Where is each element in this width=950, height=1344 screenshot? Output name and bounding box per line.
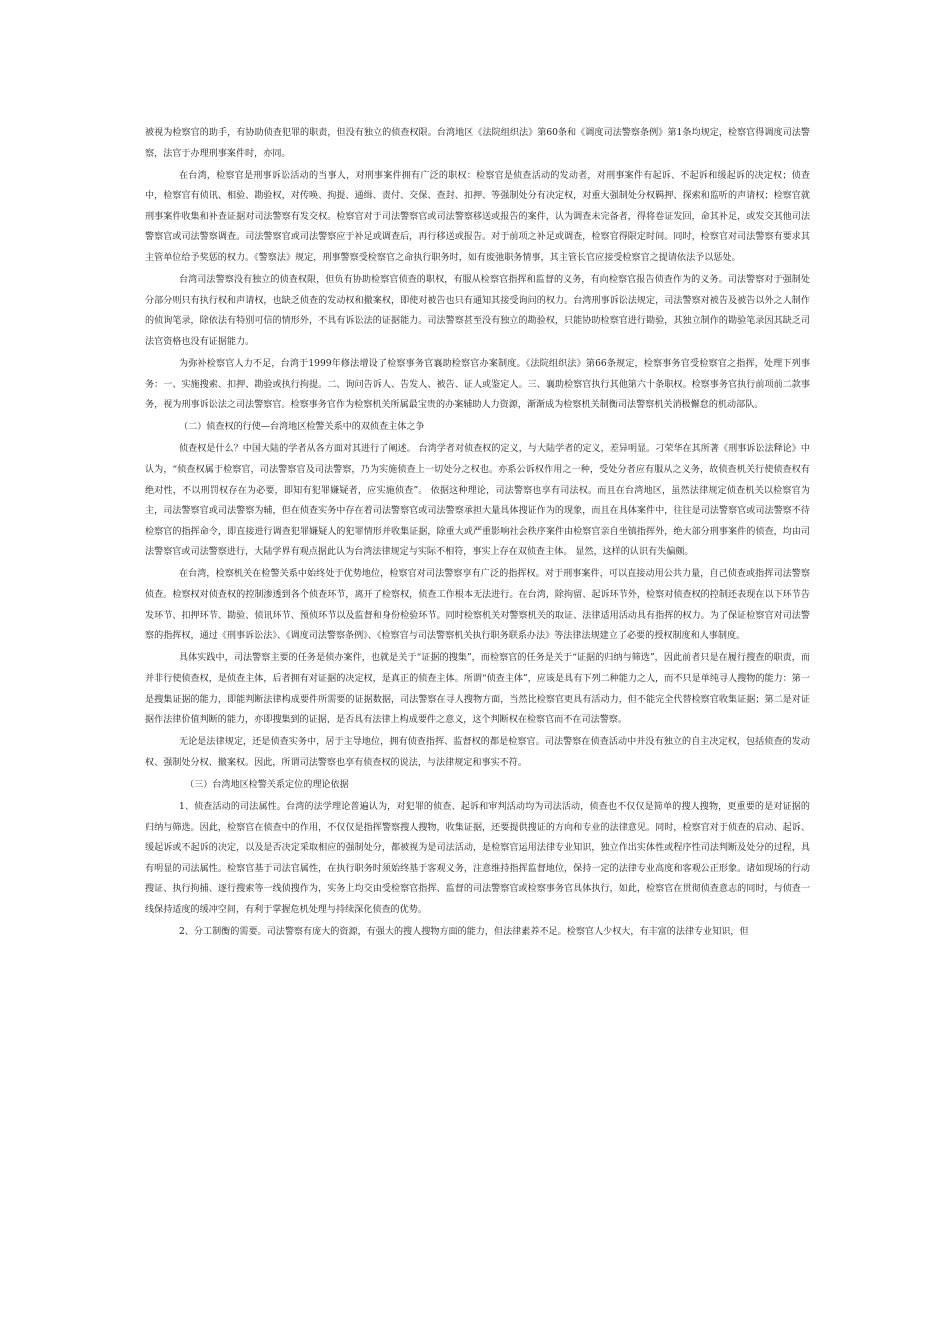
paragraph-12: 2、分工制衡的需要。司法警察有庞大的资源，有强大的搜人搜物方面的能力，但法律素养不足。检察官人少权大，有丰富的法律专业知识，但 [179,927,749,938]
paragraph-4: 为弥补检察官人力不足，台湾于1999年修法增设了检察事务官襄助检察官办案制度。《法院组织法》第66条规定，检察事务官受检察官之指挥，处理下列事务：一、实施搜索、扣押、勘验或执行拘提。二、询问告诉人、告发人、被告、证人或鉴定人。三、襄助检察官执行其他第六十条职权。检察事务官执行前项前二款事务，视为刑事诉讼法之司法警察官。检察事务官作为检察机关所属最宝贵的办案辅助人力资源，渐渐成为检察机关制衡司法警察机关消极懈怠的机动部队。 [145,359,810,411]
paragraph-3: 台湾司法警察没有独立的侦查权限，但负有协助检察官侦查的职权，有服从检察官指挥和监督的义务，有向检察官报告侦查作为的义务。司法警察对于强制处分部分则只有执行权和声请权，也缺乏侦查的发动权和撤案权，即使对被告也只有通知其接受询问的权力。台湾刑事诉讼法规定，司法警察对被告及被告以外之人制作的侦询笔录，除依法有特别可信的情形外，不具有诉讼法的证据能力。司法警察甚至没有独立的勘验权，只能协助检察官进行勘验，其独立制作的勘验笔录因其缺乏司法官资格也没有证据能力。 [145,275,810,347]
document-body [145,123,810,944]
paragraph-11: 1、侦查活动的司法属性。台湾的法学理论普遍认为，对犯罪的侦查、起诉和审判活动均为司法活动，侦查也不仅仅是简单的搜人搜物，更重要的是对证据的归纳与筛选。因此，检察官在侦查中的作用，不仅仅是指挥警察搜人搜物，收集证据，还要提供搜证的方向和专业的法律意见。同时，检察官对于侦查的启动、起诉、缓起诉或不起诉的决定，以及是否决定采取相应的强制处分，都被视为是司法活动，是检察官运用法律专业知识，独立作出实体性或程序性司法判断及处分的过程，具有明显的司法属性。检察官基于司法官属性，在执行职务时须始终基于客观义务，注意维持指挥监督地位，保持一定的法律专业高度和客观公正形象。诸如现场的行动搜证、执行拘捕、逐行搜索等一线侦搜作为，实务上均交由受检察官指挥、监督的司法警察官或检察事务官具体执行，如此，检察官在贯彻侦查意志的同时，与侦查一线保持适度的缓冲空间，有利于掌握危机处理与持续深化侦查的优势。 [145,802,810,915]
section-heading-3: （三）台湾地区检警关系定位的理论依据 [185,779,349,790]
paragraph-1: 被视为检察官的助手，有协助侦查犯罪的职责，但没有独立的侦查权限。台湾地区《法院组织法》第60条和《调度司法警察条例》第1条均规定，检察官得调度司法警察，法官于办理刑事案件时，亦同。 [145,128,810,159]
paragraph-9: 无论是法律规定，还是侦查实务中，居于主导地位，拥有侦查指挥、监督权的都是检察官。司法警察在侦查活动中并没有独立的自主决定权，包括侦查的发动权、强制处分权、撤案权。因此，所谓司法警察也享有侦查权的说法，与法律规定和事实不符。 [145,737,810,768]
paragraph-6: 侦查权是什么？中国大陆的学者从各方面对其进行了阐述。 台湾学者对侦查权的定义，与大陆学者的定义，差异明显。刁荣华在其所著《刑事诉讼法释论》中认为，“侦查权属于检察官，司法警察官及司法警察，乃为实施侦查上一切处分之权也。亦系公诉权作用之一种，受处分者应有服从之义务，故侦查机关行使侦查权有绝对性，不以刑罚权存在为必要，即知有犯罪嫌疑者，应实施侦查”。 依据这种理论，司法警察也享有司法权。而且在台湾地区，虽然法律规定侦查机关以检察官为主，司法警察官或司法警察为辅，但在侦查实务中存在着司法警察官或司法警察承担大量具体搜证作为的现象，而且在具体案件中，往往是司法警察官或司法警察不待检察官的指挥命令，即直接进行调查犯罪嫌疑人的犯罪情形并收集证据，除重大或严重影响社会秩序案件由检察官亲自坐镇指挥外，绝大部分刑事案件的侦查，均由司法警察官或司法警察进行，大陆学界有观点据此认为台湾法律规定与实际不相符，事实上存在双侦查主体。 显然，这样的认识有失偏颇。 [145,444,810,558]
paragraph-8: 具体实践中，司法警察主要的任务是侦办案件，也就是关于“证据的搜集”，而检察官的任务是关于“证据的归纳与筛选”，因此前者只是在履行搜查的职责，而并非行使侦查权，是侦查主体，后者拥有对证据的决定权，是真正的侦查主体。所谓“侦查主体”，应该是具有下列二种能力之人，而不只是单纯寻人搜物的能力：第一是搜集证据的能力，即能判断法律构成要件所需要的证据数据，司法警察在寻人搜物方面，当然比检察官更具有活动力，但不能完全代替检察官收集证据；第二是对证据作法律价值判断的能力，亦即搜集到的证据，是否具有法律上构成要件之意义，这个判断权在检察官而不在司法警察。 [145,653,810,726]
paragraph-2: 在台湾，检察官是刑事诉讼活动的当事人，对刑事案件拥有广泛的职权：检察官是侦查活动的发动者，对刑事案件有起诉、不起诉和缓起诉的决定权；侦查中，检察官有侦讯、相验、勘验权，对传唤、拘提、通缉、责付、交保、查封、扣押、等强制处分有决定权，对重大强制处分权羁押、探索和监听的声请权；检察官就刑事案件收集和补查证据对司法警察有发交权。检察官对于司法警察官或司法警察移送或报告的案件，认为调查未完备者，得将卷证发回，命其补足，或发交其他司法警察官或司法警察调查。司法警察官或司法警察应于补足或调查后，再行移送或报告。对于前项之补足或调查，检察官得限定时间。同时，检察官对司法警察有要求其主管单位给予奖惩的权力。《警察法》规定，刑事警察受检察官之命执行职务时，如有废弛职务情事，其主管长官应接受检察官之提请依法予以惩处。 [145,170,810,264]
paragraph-7: 在台湾，检察机关在检警关系中始终处于优势地位，检察官对司法警察享有广泛的指挥权。对于刑事案件，可以直接动用公共力量，自己侦查或指挥司法警察侦查。检察权对侦查权的控制渗透到各个侦查环节，离开了检察权，侦查工作根本无法进行。在台湾，除拘留、起诉环节外，检察对侦查权的控制还表现在以下环节告发环节、扣押环节、勘验、侦讯环节、预侦环节以及监督和身份检验环节。同时检察机关对警察机关的取证、法律适用活动具有指挥的权力。为了保证检察官对司法警察的指挥权，通过《刑事诉讼法》、《调度司法警察条例》、《检察官与司法警察机关执行职务联系办法》等法律法规建立了必要的授权制度和人事制度。 [145,569,810,642]
section-heading-2: （二）侦查权的行使—台湾地区检警关系中的双侦查主体之争 [179,422,425,433]
